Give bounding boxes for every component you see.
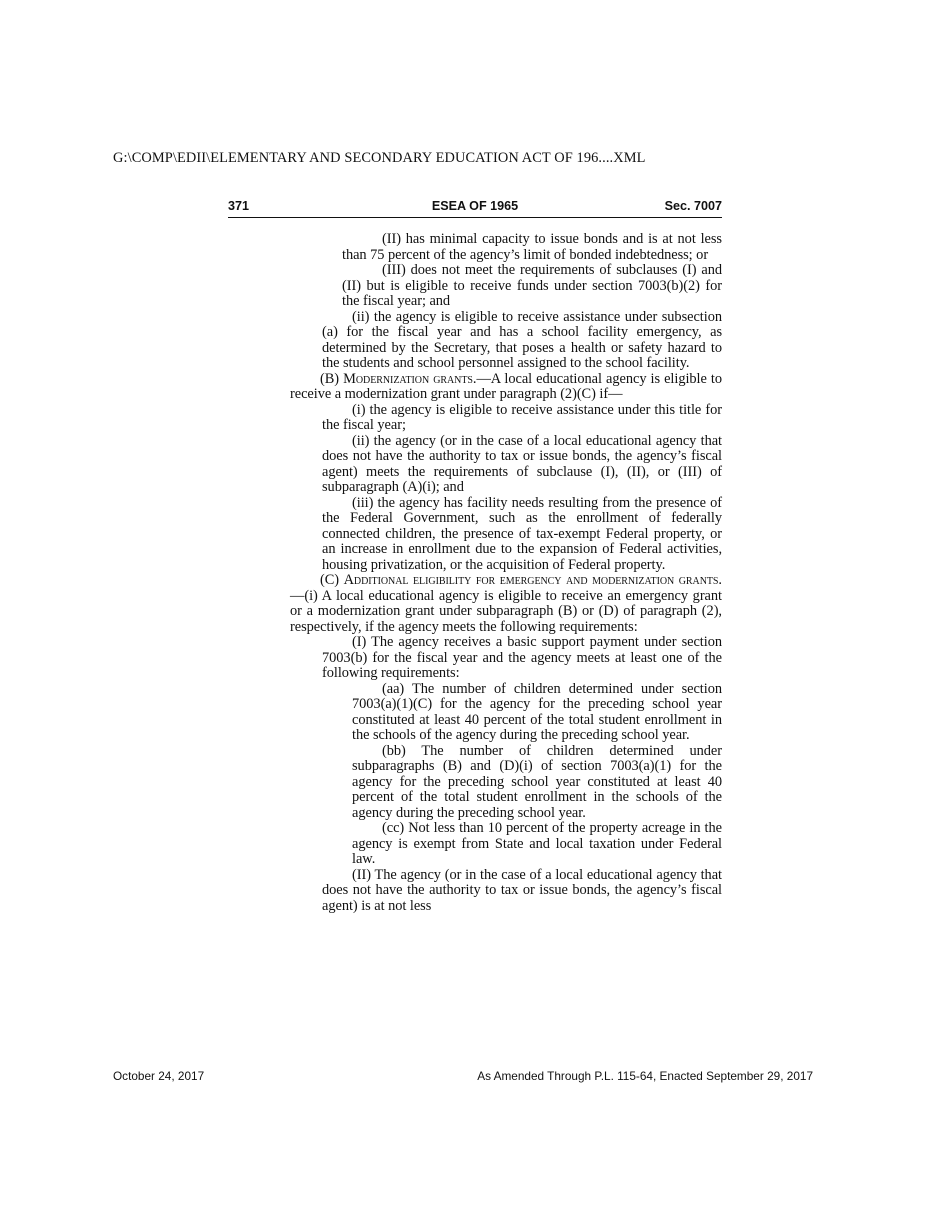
subparagraph-C-additional-eligibility: (C) Additional eligibility for emergency and modernization grants.—(i) A local educational agency is eligible to receive an emergency grant or a modernization grant under subparagraph (B) or (D) of paragraph (2), respectively, if the agency meets the following requirements: [290,572,722,635]
heading-modernization: Modernization grants. [343,370,477,387]
subparagraph-B-modernization: (B) Modernization grants.—A local educational agency is eligible to receive a modernization grant under paragraph (2)(C) if— [290,370,722,402]
page-number: 371 [228,199,250,213]
clause-ii-emergency-eligibility: (ii) the agency is eligible to receive assistance under subsection (a) for the fiscal year and has a school facility emergency, as determined by the Secretary, that poses a health or safety hazard to the students and school personnel assigned to the school facility. [322,308,722,371]
item-aa: (aa) The number of children determined under section 7003(a)(1)(C) for the agency for the preceding school year constituted at least 40 percent of the total student enrollment in the schools of the agency during the preceding school year. [352,680,722,743]
clause-II-minimal-capacity: (II) has minimal capacity to issue bonds and is at not less than 75 percent of the agency’s limit of bonded indebtedness; or [342,231,722,263]
subclause-II-fiscal-agent: (II) The agency (or in the case of a local educational agency that does not have the authority to tax or issue bonds, the agency’s fiscal agent) is at not less [322,866,722,914]
body-text [290,232,722,914]
clause-ii-fiscal-agent: (ii) the agency (or in the case of a local educational agency that does not have the authority to tax or issue bonds, the agency’s fiscal agent) meets the requirements of subclause (I), (II), or (III) of subparagraph (A)(i); and [322,432,722,495]
header-title: ESEA OF 1965 [431,199,519,213]
item-cc: (cc) Not less than 10 percent of the property acreage in the agency is exempt from State and local taxation under Federal law. [352,820,722,867]
subclause-I-basic-support: (I) The agency receives a basic support payment under section 7003(b) for the fiscal year and the agency meets at least one of the following requirements: [322,634,722,681]
running-header [228,198,722,218]
clause-iii-facility-needs: (iii) the agency has facility needs resulting from the presence of the Federal Government, such as the enrollment of federally connected children, the presence of tax-exempt Federal property, or an increase in enrollment due to the expansion of Federal activities, housing privatization, or the acquisition of Federal property. [322,494,722,573]
clause-i-eligible: (i) the agency is eligible to receive assistance under this title for the fiscal year; [322,401,722,433]
section-number: Sec. 7007 [664,199,722,213]
file-path: G:\COMP\EDII\ELEMENTARY AND SECONDARY EDUCATION ACT OF 196....XML [113,150,646,166]
clause-III-does-not-meet: (III) does not meet the requirements of subclauses (I) and (II) but is eligible to receive funds under section 7003(b)(2) for the fiscal year; and [342,262,722,309]
footer-date: October 24, 2017 [113,1069,205,1083]
item-bb: (bb) The number of children determined under subparagraphs (B) and (D)(i) of section 7003(a)(1) for the agency for the preceding school year constituted at least 40 percent of the total student enrollment in the schools of the agency during the preceding school year. [352,742,722,821]
footer-amended: As Amended Through P.L. 115-64, Enacted September 29, 2017 [477,1069,813,1083]
heading-additional-eligibility: Additional eligibility for emergency and modernization grants. [343,572,722,588]
